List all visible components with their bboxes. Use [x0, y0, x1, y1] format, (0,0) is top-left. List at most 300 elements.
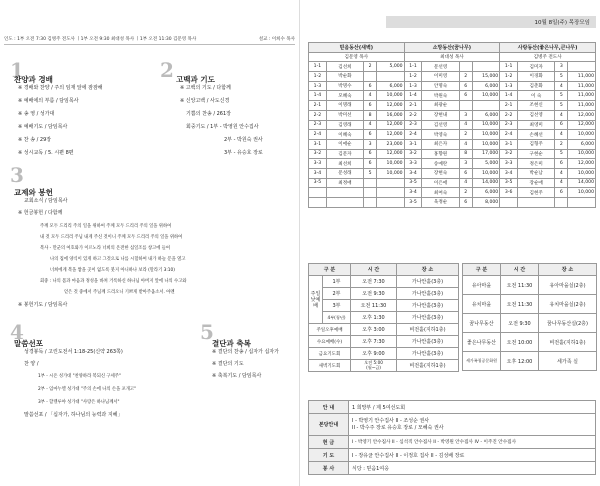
schedule-place: 가나안홀(3층): [397, 300, 459, 312]
table-cell: [326, 198, 363, 208]
group-leader: 김병주 전도사: [500, 52, 596, 62]
table-cell: 이애순: [326, 139, 363, 149]
table-cell: 최은자: [422, 139, 459, 149]
table-cell: 1-3: [404, 81, 422, 91]
table-cell: 3: [555, 62, 568, 72]
table-cell: 3-4: [404, 168, 422, 178]
group-leader: 최대성 목사: [404, 52, 500, 62]
table-row: [309, 130, 596, 140]
schedule-place: 가나안홀(3층): [397, 312, 459, 324]
table-cell: 2: [459, 130, 472, 140]
sunday-label: 주일낮예배: [309, 276, 323, 324]
group-leader: 김문영 목사: [309, 52, 405, 62]
table-cell: 6,000: [472, 188, 500, 198]
order-line: ※ 경배와 찬양 / 주의 임재 앞에 잠잠해: [18, 85, 103, 91]
table-cell: 3-4: [309, 168, 327, 178]
table-cell: 박명수: [326, 81, 363, 91]
table-cell: 6: [459, 198, 472, 208]
table-cell: 조현신: [518, 101, 555, 111]
order-line: 내 것 모두 드리리 주님 내게 주신 것이니 주께 모두 드리리 주의 일을 위하여: [40, 235, 183, 240]
group-header: 믿음동산(새벽): [309, 43, 405, 53]
table-cell: 4: [555, 168, 568, 178]
notice-label: 안 내: [309, 401, 349, 414]
table-cell: 6: [364, 149, 377, 159]
notice-label: 헌 금: [309, 436, 349, 449]
table-cell: 최정애: [326, 178, 363, 188]
order-line: 교회소식 / 담임목사: [24, 198, 68, 204]
table-cell: [472, 101, 500, 111]
table-cell: 구현순: [518, 149, 555, 159]
date-bar: 10월 8일(주) 목장모임: [386, 16, 596, 28]
section-title: 교제와 봉헌: [14, 188, 53, 197]
children-schedule-table: [462, 263, 597, 371]
table-cell: 1-2: [404, 72, 422, 82]
table-cell: 2: [364, 62, 377, 72]
table-cell: 4: [459, 139, 472, 149]
schedule-part: 2부: [323, 288, 351, 300]
table-cell: 3-4: [500, 168, 518, 178]
section-number: 1: [10, 58, 24, 82]
notice-label: 본당안내: [309, 414, 349, 436]
order-line: ※ 축복기도 / 담임목사: [212, 373, 262, 379]
table-cell: 5: [555, 149, 568, 159]
group-header: 소망동산(꿈나무): [404, 43, 500, 53]
order-line: ※ 신앙고백 / 사도신경: [180, 98, 230, 104]
section-number: 2: [160, 58, 174, 82]
table-cell: 12,000: [377, 101, 405, 111]
schedule-place: 가나안홀(3층): [397, 288, 459, 300]
table-cell: 김형주: [518, 139, 555, 149]
table-cell: [377, 72, 405, 82]
order-line: 회중기도 / 1부 - 박영원 안수집사: [186, 124, 259, 130]
order-line: 회중 : 나의 몸과 마음과 정성을 바쳐 거룩하신 하나님 아버지 앞에 나의 수고와: [40, 279, 187, 284]
order-line: ※ 결단의 찬송 / 십자가 십자가: [212, 349, 279, 355]
table-cell: 8: [459, 149, 472, 159]
table-cell: [309, 188, 327, 198]
table-cell: 김춘화: [518, 81, 555, 91]
table-cell: 6: [555, 120, 568, 130]
table-row: [309, 62, 596, 72]
order-line: ※ 헌금봉헌 / 다함께: [18, 210, 63, 216]
table-cell: 모혜숙: [326, 91, 363, 101]
table-cell: 3-5: [404, 178, 422, 188]
notice-label: 봉 사: [309, 462, 349, 475]
order-line: ※ 성시교독 / 5. 시편 8편: [18, 150, 74, 156]
schedule-place: 가나안홀(3층): [397, 336, 459, 348]
section-number: 5: [200, 320, 214, 344]
order-line: ※ 고백의 기도 / 다함께: [180, 85, 231, 91]
table-cell: 2-2: [500, 110, 518, 120]
table-cell: 3-3: [309, 159, 327, 169]
table-cell: 이경화: [518, 72, 555, 82]
order-line: 3부 - 유승호 장로: [224, 150, 263, 156]
table-cell: [309, 198, 327, 208]
table-cell: 3-1: [500, 139, 518, 149]
table-cell: 10,000: [568, 168, 596, 178]
table-cell: 12,000: [568, 110, 596, 120]
table-cell: 1-4: [404, 91, 422, 101]
table-row: [309, 168, 596, 178]
table-row: [309, 101, 596, 111]
notice-text: 1 희망부 / 제 5여선도회: [349, 401, 596, 414]
table-row: [309, 188, 596, 198]
table-cell: 6: [555, 159, 568, 169]
table-cell: 박순남: [518, 168, 555, 178]
schedule-time: 오후 12:00: [501, 352, 539, 371]
schedule-header: 시 간: [501, 264, 539, 276]
table-cell: 1-4: [309, 91, 327, 101]
schedule-place: 가나안홀(3층): [397, 348, 459, 360]
table-cell: 홍향원: [422, 149, 459, 159]
group-header: 사랑동산(좋은나무,큰나무): [500, 43, 596, 53]
order-line: 너희에게 복을 쌓을 곳이 없도록 붓지 아니하나 보라 (말라기 3:10): [50, 268, 175, 273]
table-cell: 4: [364, 120, 377, 130]
table-cell: 1-3: [309, 81, 327, 91]
table-cell: 2-3: [500, 120, 518, 130]
order-line: 나의 집에 양식이 있게 하고 그것으로 나를 시험하여 내가 하늘 문을 열고: [50, 257, 186, 262]
table-cell: [377, 188, 405, 198]
schedule-time: 오전 11:30: [351, 300, 397, 312]
schedule-part: 3부: [323, 300, 351, 312]
section-number: 3: [10, 163, 24, 187]
schedule-place: 비전홀(지하1층): [539, 333, 597, 352]
schedule-time: 오전 11:30: [501, 276, 539, 295]
table-cell: 2-1: [500, 101, 518, 111]
table-cell: 14,000: [568, 178, 596, 188]
table-cell: 10,000: [568, 188, 596, 198]
order-line: 기쁨의 찬송 / 261장: [186, 111, 231, 117]
table-cell: 10,000: [377, 91, 405, 101]
table-cell: 2-1: [404, 101, 422, 111]
order-line: 3부 - 할렐루야 성가대 "사랑은 하나님께서": [38, 400, 120, 405]
table-cell: [472, 62, 500, 72]
table-cell: 6: [555, 188, 568, 198]
table-cell: 3-5: [500, 178, 518, 188]
table-cell: 10,000: [568, 130, 596, 140]
order-line: ※ 봉헌기도 / 담임목사: [18, 302, 68, 308]
table-cell: 최선희: [326, 159, 363, 169]
table-cell: 11,000: [568, 81, 596, 91]
table-cell: 6,000: [472, 81, 500, 91]
schedule-time: 오후 7:30: [351, 336, 397, 348]
table-cell: 4: [555, 130, 568, 140]
table-cell: 12,000: [568, 120, 596, 130]
schedule-part: 1부: [323, 276, 351, 288]
schedule-part: 세가족청공문화원: [463, 352, 501, 371]
table-cell: 4: [555, 178, 568, 188]
schedule-header: 장 소: [539, 264, 597, 276]
notice-text: II - 박수주 장로 유승호 장로 / 모혜숙 권사: [352, 424, 444, 431]
table-cell: 김미자: [518, 62, 555, 72]
order-line: 찬 양 /: [24, 361, 39, 367]
table-cell: 4: [459, 178, 472, 188]
table-cell: 4: [364, 91, 377, 101]
table-row: [309, 110, 596, 120]
table-cell: 2-3: [309, 120, 327, 130]
table-cell: [555, 198, 568, 208]
table-cell: 2: [459, 72, 472, 82]
table-cell: 박순화: [326, 72, 363, 82]
notice-text: I - 박영기 안수집사 II - 심석직 안수집사 II - 박영원 안수집사 IV - 이주진 안수집사: [349, 436, 596, 449]
table-cell: 최영미: [518, 120, 555, 130]
table-cell: 장현숙: [422, 168, 459, 178]
table-cell: 10,000: [568, 149, 596, 159]
group-attendance-table: [308, 42, 596, 208]
table-cell: 12,000: [568, 159, 596, 169]
table-cell: 최광순: [422, 101, 459, 111]
schedule-part: 수요예배(수): [309, 336, 351, 348]
table-row: [309, 139, 596, 149]
table-cell: 장순애: [518, 178, 555, 188]
order-line: 얻은 것 중에서 주님께 드리오니 기쁘게 받아주옵소서. 아멘: [64, 290, 175, 295]
order-line: ※ 예배기도 / 담임목사: [18, 124, 68, 130]
table-cell: 10,000: [377, 168, 405, 178]
table-cell: 23,000: [377, 139, 405, 149]
table-cell: 3: [459, 110, 472, 120]
schedule-time: 오후 1:30: [351, 312, 397, 324]
table-cell: 정은미: [518, 159, 555, 169]
table-cell: 5: [555, 91, 568, 101]
table-cell: 3-3: [404, 159, 422, 169]
table-cell: 11,000: [568, 91, 596, 101]
table-cell: 11,000: [568, 72, 596, 82]
schedule-time: 오전 7:30: [351, 276, 397, 288]
schedule-time: 오전 11:30: [501, 295, 539, 314]
order-line: 2부 - 임마누엘 성가대 "주의 손에 나의 손을 포개고": [38, 387, 137, 392]
schedule-part: 좋은나무동산: [463, 333, 501, 352]
table-cell: 16,000: [377, 110, 405, 120]
table-cell: 17,000: [472, 149, 500, 159]
table-cell: 10,000: [472, 91, 500, 101]
table-cell: 10,000: [472, 168, 500, 178]
table-cell: 5,000: [472, 159, 500, 169]
table-cell: 김선영: [518, 110, 555, 120]
table-cell: [568, 198, 596, 208]
schedule-time: 오전 5:00: [364, 359, 383, 365]
table-row: [309, 178, 596, 188]
table-cell: 3: [459, 159, 472, 169]
table-cell: 1-1: [500, 62, 518, 72]
order-line: 복사 - 만군의 여호와가 이르노라 너희의 온전한 십일조를 창고에 들여: [40, 246, 171, 251]
schedule-place: 세가족 실: [539, 352, 597, 371]
table-cell: 이혜숙: [326, 130, 363, 140]
table-cell: 안명숙: [422, 81, 459, 91]
notice-text: 식당 : 믿음1여응: [349, 462, 596, 475]
table-cell: 3-5: [309, 178, 327, 188]
table-cell: 박원숙: [422, 91, 459, 101]
table-cell: 장현내: [422, 110, 459, 120]
table-cell: 2-2: [404, 110, 422, 120]
table-cell: 김문자: [326, 149, 363, 159]
table-cell: 11,000: [568, 101, 596, 111]
schedule-place: 비전홀(지하1층): [397, 324, 459, 336]
schedule-place: 유치마을실(2층): [539, 295, 597, 314]
schedule-part: 새벽기도회: [309, 360, 351, 372]
schedule-place: 유아마을실(2층): [539, 276, 597, 295]
service-notice-table: [308, 400, 596, 475]
table-cell: 4: [555, 110, 568, 120]
schedule-part: 꿈나무동산: [463, 314, 501, 333]
table-cell: 김선영: [422, 120, 459, 130]
schedule-header: 구 분: [463, 264, 501, 276]
schedule-part: 유아마을: [463, 276, 501, 295]
table-cell: 박영숙: [422, 130, 459, 140]
table-cell: 10,000: [472, 130, 500, 140]
section-title: 결단과 축복: [212, 339, 251, 348]
table-cell: 3-5: [404, 198, 422, 208]
table-cell: 송예란: [422, 159, 459, 169]
table-cell: 6: [459, 81, 472, 91]
table-cell: 문선영: [422, 62, 459, 72]
table-cell: 3-2: [500, 149, 518, 159]
table-cell: 12,000: [377, 149, 405, 159]
table-cell: 15,000: [472, 72, 500, 82]
table-cell: 이미영: [422, 72, 459, 82]
worship-schedule-table: [308, 263, 459, 372]
table-row: [309, 72, 596, 82]
table-cell: [377, 198, 405, 208]
table-cell: 4: [459, 120, 472, 130]
schedule-header: 구 분: [309, 264, 351, 276]
table-cell: [364, 188, 377, 198]
table-cell: 2-4: [500, 130, 518, 140]
schedule-time: 오전 9:30: [501, 314, 539, 333]
table-cell: 김선희: [326, 62, 363, 72]
table-cell: 1-3: [500, 81, 518, 91]
table-cell: 12,000: [377, 120, 405, 130]
table-cell: 6: [459, 168, 472, 178]
table-cell: 4: [555, 81, 568, 91]
table-cell: 이 숙: [518, 91, 555, 101]
table-cell: 5: [364, 168, 377, 178]
table-cell: 6: [364, 101, 377, 111]
preacher-info: 설교 : 이희수 목사: [258, 37, 295, 42]
table-cell: 6,000: [377, 81, 405, 91]
table-cell: [364, 72, 377, 82]
service-info: 인도 : 1부 오전 7:30 김병주 전도사 ㅣ1부 오전 9:30 최대성 목사 ㅣ1부 오전 11:30 김문영 목사: [4, 37, 197, 42]
schedule-time: 오후 3:00: [351, 324, 397, 336]
table-cell: 3-6: [500, 188, 518, 198]
table-cell: 3-2: [404, 149, 422, 159]
table-cell: 10,000: [472, 139, 500, 149]
table-cell: 문성래: [326, 168, 363, 178]
table-cell: 1-2: [500, 72, 518, 82]
schedule-time: 오전 9:30: [351, 288, 397, 300]
table-cell: 6,000: [472, 110, 500, 120]
table-cell: 3-2: [309, 149, 327, 159]
table-cell: 6: [364, 130, 377, 140]
table-row: [309, 81, 596, 91]
table-cell: [326, 188, 363, 198]
schedule-header: 시 간: [351, 264, 397, 276]
table-cell: 10,000: [377, 159, 405, 169]
table-cell: 2-3: [404, 120, 422, 130]
table-cell: 6: [364, 159, 377, 169]
table-cell: 6,000: [568, 139, 596, 149]
table-cell: [518, 198, 555, 208]
table-cell: 3: [364, 139, 377, 149]
table-cell: 박미선: [326, 110, 363, 120]
order-line: ※ 결단의 기도: [212, 361, 244, 367]
table-cell: 2: [459, 188, 472, 198]
table-cell: 최여숙: [422, 188, 459, 198]
table-cell: 2: [555, 139, 568, 149]
table-row: [309, 198, 596, 208]
table-cell: 이명래: [326, 101, 363, 111]
table-cell: 2-1: [309, 101, 327, 111]
schedule-place: 가나안홀(3층): [397, 276, 459, 288]
table-cell: 6: [364, 81, 377, 91]
notice-label: 기 도: [309, 449, 349, 462]
table-cell: [364, 178, 377, 188]
table-cell: 1-1: [309, 62, 327, 72]
table-cell: 5: [555, 101, 568, 111]
schedule-place: 꿈나무동산실(2층): [539, 314, 597, 333]
schedule-time-note: (월~금): [366, 364, 381, 370]
schedule-part: 유치마을: [463, 295, 501, 314]
schedule-part: 4부(청년): [323, 312, 351, 324]
table-cell: 3-3: [500, 159, 518, 169]
section-title: 고백과 기도: [176, 75, 215, 84]
table-row: [309, 91, 596, 101]
schedule-part: 주일오후예배: [309, 324, 351, 336]
table-cell: [364, 198, 377, 208]
order-line: ※ 찬 송 / 29장: [18, 137, 52, 143]
order-line: 2부 - 박원숙 권사: [224, 137, 263, 143]
schedule-header: 장 소: [397, 264, 459, 276]
table-cell: 6: [459, 91, 472, 101]
table-cell: [459, 62, 472, 72]
table-row: [309, 159, 596, 169]
notice-text: I - 장유균 안수집사 II - 이정호 집사 II - 김성배 장로: [349, 449, 596, 462]
table-cell: 10,000: [472, 120, 500, 130]
service-info-bar: [4, 36, 295, 45]
table-cell: 손혜선: [518, 130, 555, 140]
table-row: [309, 120, 596, 130]
order-line: ※ 예배에의 부름 / 담임목사: [18, 98, 79, 104]
table-cell: 8,000: [472, 198, 500, 208]
table-cell: 김현주: [518, 188, 555, 198]
table-cell: 2-4: [309, 130, 327, 140]
table-cell: 육정순: [422, 198, 459, 208]
order-line: 성경봉독 / 고린도전서 1:18-25(신약 263쪽): [24, 349, 123, 355]
table-cell: [377, 178, 405, 188]
schedule-part: 금요기도회: [309, 348, 351, 360]
table-cell: 2-4: [404, 130, 422, 140]
order-line: 주께 모두 드리리 주의 일을 위하여 주께 모두 드리리 주의 일을 위하여: [40, 224, 172, 229]
table-cell: 김영래: [326, 120, 363, 130]
table-cell: [568, 62, 596, 72]
table-cell: 1-4: [500, 91, 518, 101]
table-cell: [459, 101, 472, 111]
table-cell: 3-4: [404, 188, 422, 198]
table-cell: 1-1: [404, 62, 422, 72]
table-cell: 8: [364, 110, 377, 120]
table-cell: 14,000: [472, 178, 500, 188]
table-cell: 1-2: [309, 72, 327, 82]
schedule-place: 비전홀(지하1층): [397, 360, 459, 372]
table-cell: 2-2: [309, 110, 327, 120]
order-line: 말씀선포 / 「십자가, 하나님의 능력과 지혜」: [24, 412, 123, 418]
table-cell: 5: [555, 72, 568, 82]
section-title: 찬양과 경배: [14, 75, 53, 84]
schedule-time: 오전 10:00: [501, 333, 539, 352]
section-number: 4: [10, 320, 24, 344]
notice-text: I - 박영기 안수집사 II - 조성순 권사: [352, 418, 430, 425]
table-cell: 이은애: [422, 178, 459, 188]
table-cell: 3-1: [309, 139, 327, 149]
schedule-time: 오후 9:00: [351, 348, 397, 360]
